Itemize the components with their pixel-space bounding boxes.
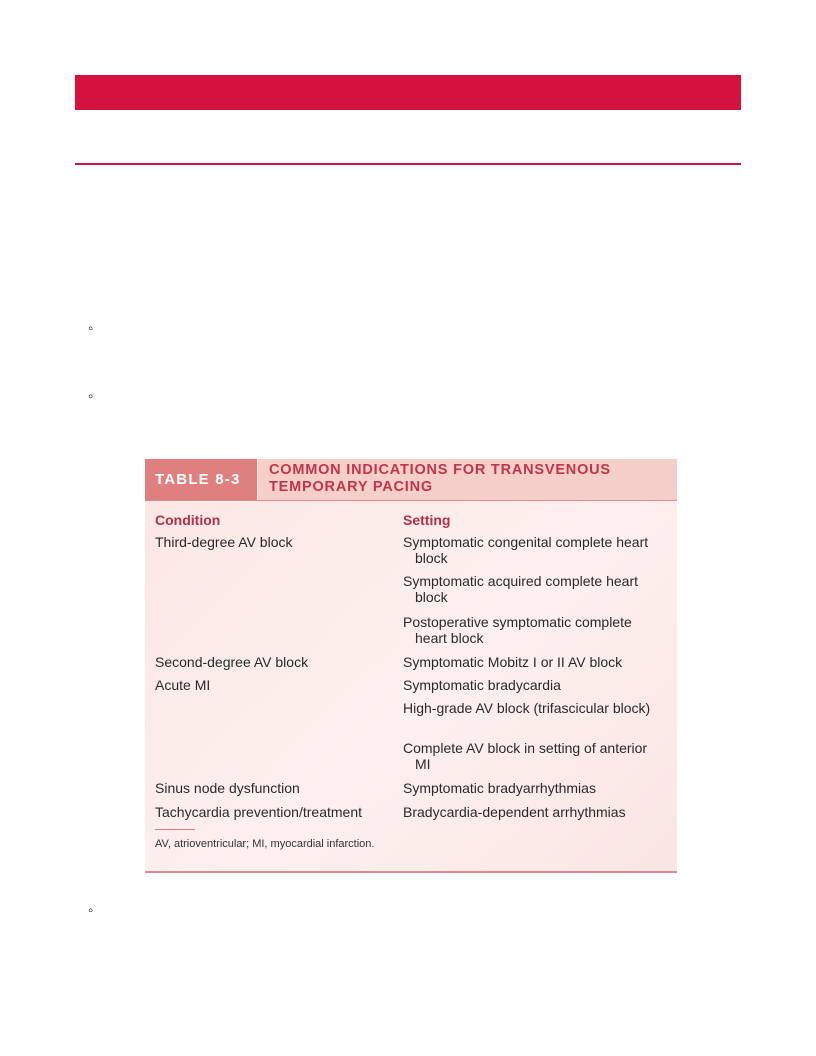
table-cell-setting: Symptomatic acquired complete heart block [403, 573, 638, 605]
column-header-setting: Setting [403, 512, 451, 528]
table-cell-setting: Postoperative symptomatic complete heart block [403, 614, 632, 646]
table-cell-condition: Acute MI [155, 677, 211, 693]
table-title-line-2: TEMPORARY PACING [269, 479, 433, 495]
table-tag [145, 459, 258, 500]
header-bar [75, 75, 741, 110]
table-tag-label: TABLE 8-3 [155, 471, 241, 488]
table-cell-condition: Sinus node dysfunction [155, 780, 300, 796]
header-rule [75, 163, 741, 165]
table-cell-setting: Bradycardia-dependent arrhythmias [403, 804, 626, 820]
footnote-rule [155, 829, 195, 830]
table-cell-setting: Symptomatic bradyarrhythmias [403, 780, 596, 796]
column-header-condition: Condition [155, 512, 221, 528]
table-cell-condition: Second-degree AV block [155, 654, 309, 670]
table-header [145, 459, 677, 501]
table-cell-setting: Complete AV block in setting of anterior MI [403, 740, 648, 772]
table-title-line-1: COMMON INDICATIONS FOR TRANSVENOUS [269, 462, 611, 478]
bullet-2: ◦ [88, 388, 94, 405]
indications-table [145, 459, 677, 873]
table-title [269, 462, 669, 496]
table-footnote: AV, atrioventricular; MI, myocardial infarction. [155, 838, 375, 850]
table-cell-condition: Third-degree AV block [155, 534, 293, 550]
bullet-1: ◦ [88, 320, 94, 337]
table-cell-setting: Symptomatic congenital complete heart block [403, 534, 649, 566]
table-cell-setting: High-grade AV block (trifascicular block) [403, 700, 651, 716]
bullet-3: ◦ [88, 902, 94, 919]
table-cell-condition: Tachycardia prevention/treatment [155, 804, 362, 820]
table-cell-setting: Symptomatic bradycardia [403, 677, 561, 693]
table-cell-setting: Symptomatic Mobitz I or II AV block [403, 654, 623, 670]
